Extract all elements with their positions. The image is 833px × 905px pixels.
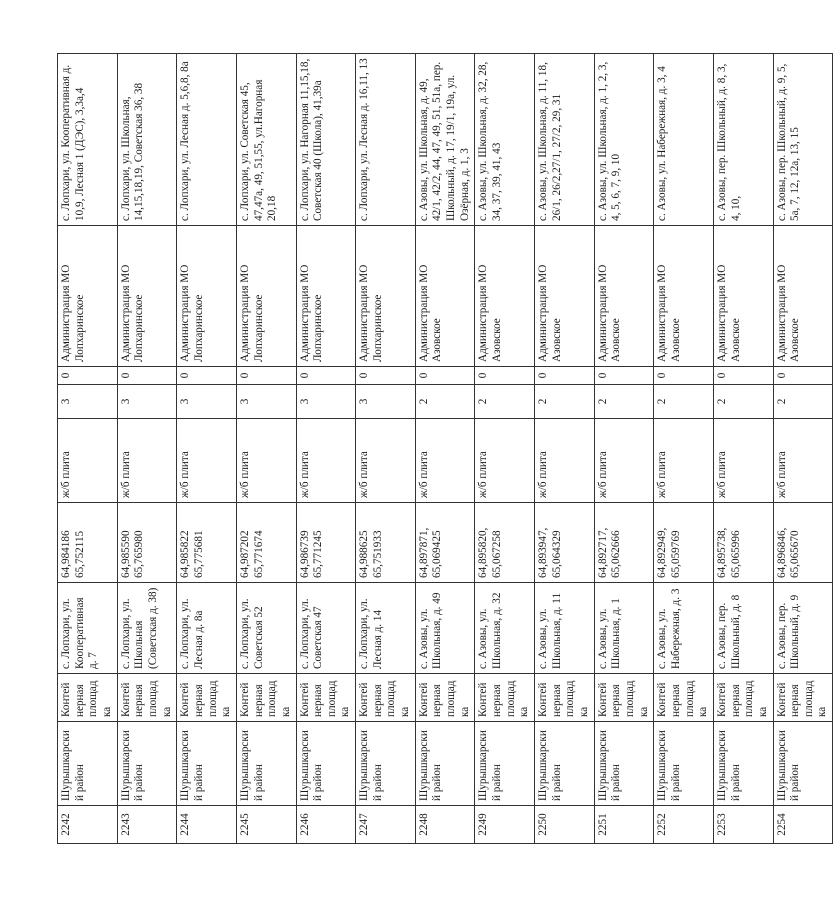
- table-row: [415, 54, 475, 844]
- coordinates-cell: 64,895738, 65,065996: [713, 503, 773, 583]
- row-number: 2248: [415, 806, 475, 844]
- table-row: [356, 54, 416, 844]
- site-type-cell: Контейнерная площадка: [594, 674, 654, 722]
- served-addresses-cell: с. Лопхари, ул. Лесная д. 16,11, 13: [356, 54, 416, 226]
- coordinates-cell: 64,985590 65,765980: [117, 503, 177, 583]
- table-row: [535, 54, 595, 844]
- coordinates-cell: 64,985822 65,775681: [177, 503, 237, 583]
- container-count-cell: 2: [654, 385, 714, 419]
- container-count-cell: 2: [535, 385, 595, 419]
- extra-count-cell: 0: [535, 367, 595, 385]
- extra-count-cell: 0: [177, 367, 237, 385]
- owner-cell: Администрация МО Азовское: [713, 226, 773, 367]
- row-number: 2247: [356, 806, 416, 844]
- row-number: 2250: [535, 806, 595, 844]
- district-cell: Шурышкарский район: [117, 722, 177, 806]
- address-cell: с. Лопхари, ул. Лесная д. 14: [356, 583, 416, 674]
- owner-cell: Администрация МО Азовское: [773, 226, 833, 367]
- owner-cell: Администрация МО Лопхаринское: [356, 226, 416, 367]
- district-cell: Шурышкарский район: [415, 722, 475, 806]
- row-number: 2244: [177, 806, 237, 844]
- owner-cell: Администрация МО Азовское: [594, 226, 654, 367]
- row-number: 2246: [296, 806, 356, 844]
- extra-count-cell: 0: [654, 367, 714, 385]
- site-type-cell: Контейнерная площадка: [415, 674, 475, 722]
- address-cell: с. Азовы, ул. Школьная, д. 11: [535, 583, 595, 674]
- site-type-cell: Контейнерная площадка: [356, 674, 416, 722]
- coordinates-cell: 64,988625 65,751933: [356, 503, 416, 583]
- owner-cell: Администрация МО Лопхаринское: [58, 226, 118, 367]
- table-row: [594, 54, 654, 844]
- address-cell: с. Азовы, ул. Школьная, д. 1: [594, 583, 654, 674]
- container-count-cell: 2: [713, 385, 773, 419]
- extra-count-cell: 0: [296, 367, 356, 385]
- surface-cell: ж/б плита: [713, 419, 773, 503]
- extra-count-cell: 0: [236, 367, 296, 385]
- served-addresses-cell: с. Азовы, ул. Школьная, д. 49, 42/1, 42/2, 44, 47, 49, 51, 51а, пер. Школьный, д. 17, 19/1, 19а, ул. Озёрная, д. 1, 3: [415, 54, 475, 226]
- owner-cell: Администрация МО Азовское: [535, 226, 595, 367]
- served-addresses-cell: с. Лопхари, ул. Советская 45, 47,47а, 49, 51,55, ул.Нагорная 20,18: [236, 54, 296, 226]
- district-cell: Шурышкарский район: [654, 722, 714, 806]
- district-cell: Шурышкарский район: [356, 722, 416, 806]
- surface-cell: ж/б плита: [654, 419, 714, 503]
- container-count-cell: 2: [594, 385, 654, 419]
- surface-cell: ж/б плита: [594, 419, 654, 503]
- surface-cell: ж/б плита: [58, 419, 118, 503]
- owner-cell: Администрация МО Лопхаринское: [177, 226, 237, 367]
- table-row: [58, 54, 118, 844]
- address-cell: с. Лопхари, ул. Школьная (Советская д. 38): [117, 583, 177, 674]
- container-count-cell: 3: [177, 385, 237, 419]
- table-row: [654, 54, 714, 844]
- owner-cell: Администрация МО Азовское: [475, 226, 535, 367]
- coordinates-cell: 64,987202 65,771674: [236, 503, 296, 583]
- container-sites-table: [57, 53, 833, 844]
- district-cell: Шурышкарский район: [773, 722, 833, 806]
- container-count-cell: 3: [58, 385, 118, 419]
- district-cell: Шурышкарский район: [475, 722, 535, 806]
- table-row: [236, 54, 296, 844]
- container-count-cell: 3: [296, 385, 356, 419]
- served-addresses-cell: с. Азовы, пер. Школьный, д. 8, 3, 4, 10,: [713, 54, 773, 226]
- row-number: 2252: [654, 806, 714, 844]
- site-type-cell: Контейнерная площадка: [773, 674, 833, 722]
- address-cell: с. Азовы, ул. Школьная, д. 32: [475, 583, 535, 674]
- district-cell: Шурышкарский район: [535, 722, 595, 806]
- coordinates-cell: 64,897871, 65,069425: [415, 503, 475, 583]
- site-type-cell: Контейнерная площадка: [475, 674, 535, 722]
- row-number: 2251: [594, 806, 654, 844]
- address-cell: с. Лопхари, ул. Кооперативная д. 7: [58, 583, 118, 674]
- coordinates-cell: 64,895820, 65,067258: [475, 503, 535, 583]
- surface-cell: ж/б плита: [117, 419, 177, 503]
- address-cell: с. Азовы, ул. Набережная, д. 3: [654, 583, 714, 674]
- coordinates-cell: 64,896846, 65,065670: [773, 503, 833, 583]
- site-type-cell: Контейнерная площадка: [654, 674, 714, 722]
- coordinates-cell: 64,893947, 65,064329: [535, 503, 595, 583]
- site-type-cell: Контейнерная площадка: [58, 674, 118, 722]
- surface-cell: ж/б плита: [415, 419, 475, 503]
- container-count-cell: 2: [773, 385, 833, 419]
- table-row: [117, 54, 177, 844]
- address-cell: с. Лопхари, ул. Советская 47: [296, 583, 356, 674]
- site-type-cell: Контейнерная площадка: [296, 674, 356, 722]
- address-cell: с. Азовы, ул. Школьная, д. 49: [415, 583, 475, 674]
- address-cell: с. Азовы, пер. Школьный, д. 9: [773, 583, 833, 674]
- container-count-cell: 2: [475, 385, 535, 419]
- district-cell: Шурышкарский район: [177, 722, 237, 806]
- row-number: 2242: [58, 806, 118, 844]
- row-number: 2245: [236, 806, 296, 844]
- extra-count-cell: 0: [773, 367, 833, 385]
- site-type-cell: Контейнерная площадка: [117, 674, 177, 722]
- row-number: 2254: [773, 806, 833, 844]
- container-count-cell: 3: [117, 385, 177, 419]
- served-addresses-cell: с. Лопхари, ул. Нагорная 11,15,18, Советская 40 (Школа), 41,39а: [296, 54, 356, 226]
- owner-cell: Администрация МО Азовское: [415, 226, 475, 367]
- extra-count-cell: 0: [594, 367, 654, 385]
- address-cell: с. Лопхари, ул. Лесная д. 8а: [177, 583, 237, 674]
- row-number: 2249: [475, 806, 535, 844]
- district-cell: Шурышкарский район: [296, 722, 356, 806]
- table-row: [713, 54, 773, 844]
- coordinates-cell: 64,984186 65,752115: [58, 503, 118, 583]
- surface-cell: ж/б плита: [535, 419, 595, 503]
- served-addresses-cell: с. Азовы, ул. Школьная, д. 32, 28, 34, 37, 39, 41, 43: [475, 54, 535, 226]
- district-cell: Шурышкарский район: [594, 722, 654, 806]
- owner-cell: Администрация МО Лопхаринское: [117, 226, 177, 367]
- served-addresses-cell: с. Лопхари, ул. Школьная, 14,15,18,19, Советская 36, 38: [117, 54, 177, 226]
- served-addresses-cell: с. Лопхари, ул. Кооперативная д. 10,9, Лесная 1 (ДЭС), 3,3а,4: [58, 54, 118, 226]
- district-cell: Шурышкарский район: [236, 722, 296, 806]
- coordinates-cell: 64,892717, 65,062666: [594, 503, 654, 583]
- served-addresses-cell: с. Азовы, ул. Школьная, д. 1, 2, 3, 4, 5, 6, 7, 9, 10: [594, 54, 654, 226]
- served-addresses-cell: с. Азовы, пер. Школьный, д. 9, 5, 5а, 7, 12, 12а, 13, 15: [773, 54, 833, 226]
- extra-count-cell: 0: [117, 367, 177, 385]
- owner-cell: Администрация МО Азовское: [654, 226, 714, 367]
- surface-cell: ж/б плита: [177, 419, 237, 503]
- district-cell: Шурышкарский район: [713, 722, 773, 806]
- table-row: [177, 54, 237, 844]
- served-addresses-cell: с. Азовы, ул. Школьная, д. 11, 18, 26/1, 26/2,27/1, 27/2, 29, 31: [535, 54, 595, 226]
- row-number: 2253: [713, 806, 773, 844]
- row-number: 2243: [117, 806, 177, 844]
- site-type-cell: Контейнерная площадка: [535, 674, 595, 722]
- table-row: [296, 54, 356, 844]
- coordinates-cell: 64,986739 65,771245: [296, 503, 356, 583]
- served-addresses-cell: с. Азовы, ул. Набережная, д. 3, 4: [654, 54, 714, 226]
- extra-count-cell: 0: [713, 367, 773, 385]
- surface-cell: ж/б плита: [475, 419, 535, 503]
- table-body: [58, 54, 833, 844]
- surface-cell: ж/б плита: [296, 419, 356, 503]
- container-count-cell: 2: [415, 385, 475, 419]
- table-row: [773, 54, 833, 844]
- table-row: [475, 54, 535, 844]
- surface-cell: ж/б плита: [356, 419, 416, 503]
- extra-count-cell: 0: [415, 367, 475, 385]
- address-cell: с. Азовы, пер. Школьный, д. 8: [713, 583, 773, 674]
- owner-cell: Администрация МО Лопхаринское: [236, 226, 296, 367]
- coordinates-cell: 64,892949, 65,059769: [654, 503, 714, 583]
- site-type-cell: Контейнерная площадка: [713, 674, 773, 722]
- site-type-cell: Контейнерная площадка: [236, 674, 296, 722]
- rotated-table-page: [57, 54, 829, 844]
- site-type-cell: Контейнерная площадка: [177, 674, 237, 722]
- extra-count-cell: 0: [356, 367, 416, 385]
- owner-cell: Администрация МО Лопхаринское: [296, 226, 356, 367]
- served-addresses-cell: с. Лопхари, ул. Лесная д. 5,6,8, 8а: [177, 54, 237, 226]
- container-count-cell: 3: [356, 385, 416, 419]
- surface-cell: ж/б плита: [773, 419, 833, 503]
- address-cell: с. Лопхари, ул. Советская 52: [236, 583, 296, 674]
- surface-cell: ж/б плита: [236, 419, 296, 503]
- extra-count-cell: 0: [58, 367, 118, 385]
- district-cell: Шурышкарский район: [58, 722, 118, 806]
- extra-count-cell: 0: [475, 367, 535, 385]
- container-count-cell: 3: [236, 385, 296, 419]
